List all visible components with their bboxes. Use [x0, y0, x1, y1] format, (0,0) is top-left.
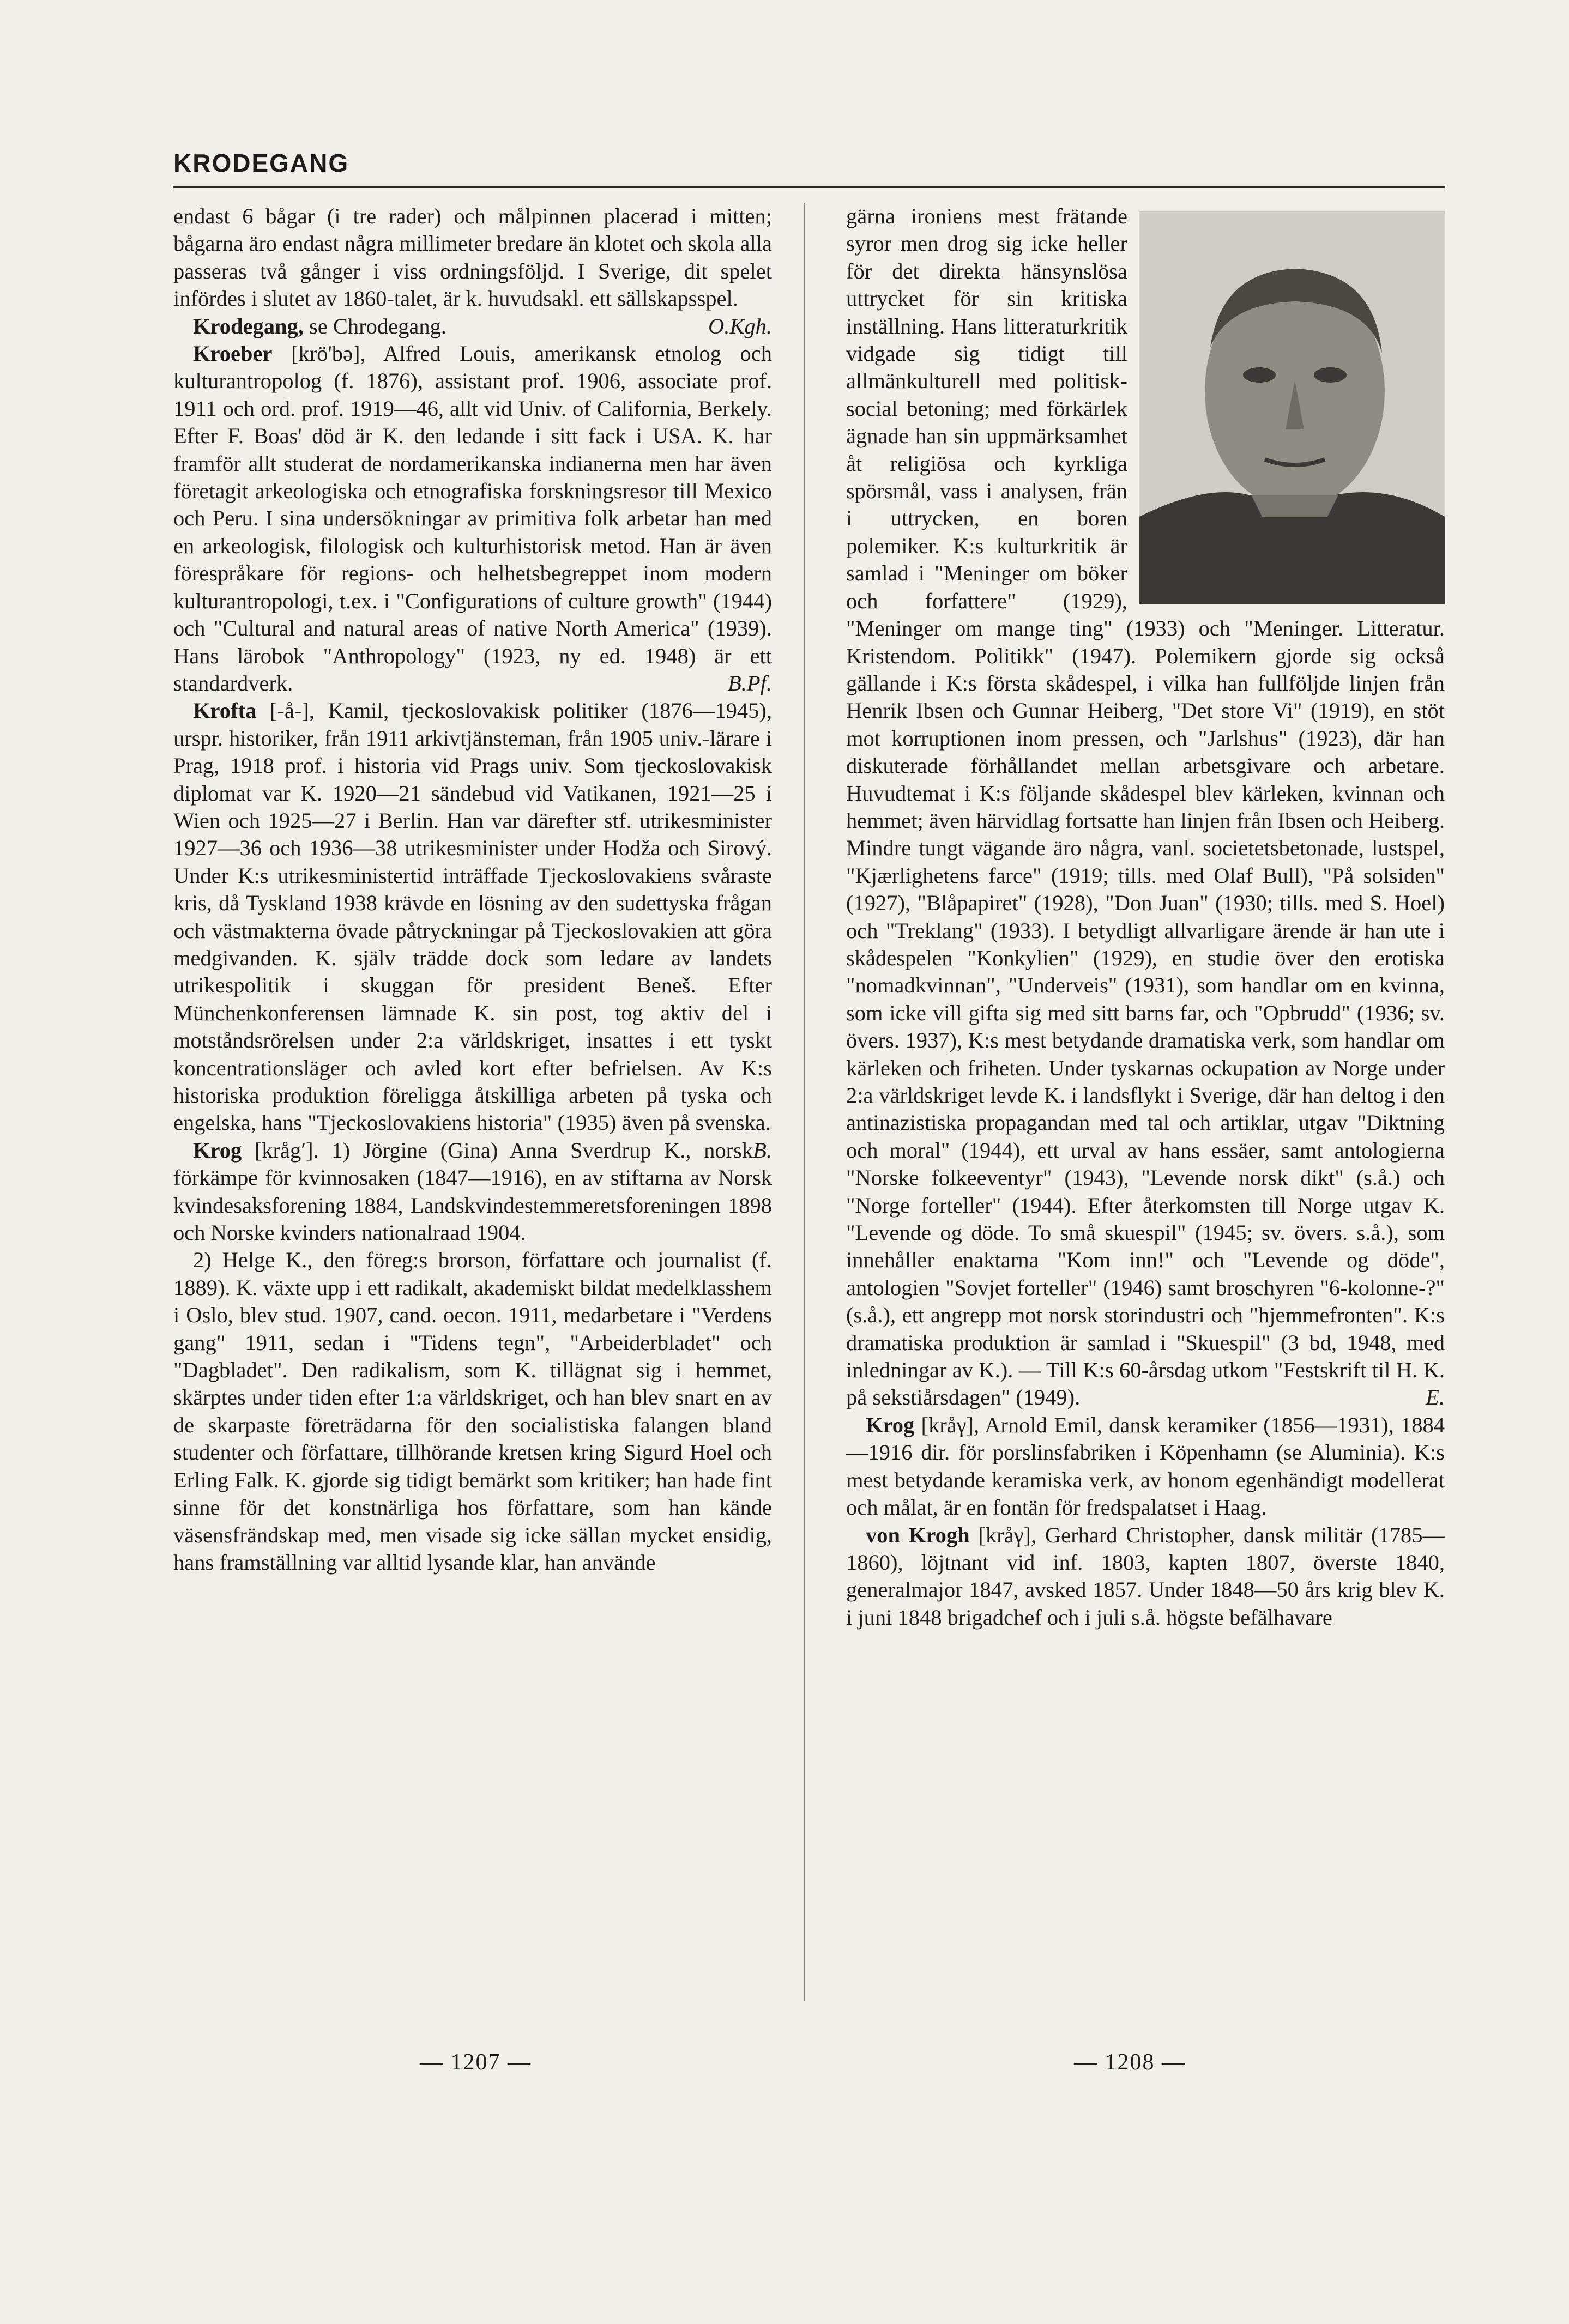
entry-headword: Krog	[866, 1412, 915, 1437]
entry-headword: Kroeber	[193, 341, 273, 366]
column-divider	[804, 203, 805, 2001]
portrait-photo	[1139, 211, 1445, 604]
entry-headword: von Krogh	[866, 1522, 970, 1547]
entry-text: endast 6 bågar (i tre rader) och målpinnen placerad i mitten; bågarna äro endast några millimeter bredare än klotet och skola alla passeras två gånger i viss ordningsföljd. I Sverige, dit spelet infördes i slutet av 1860-talet, är k. huvudsakl. ett sällskapsspel.	[173, 204, 772, 311]
entry-text: [kråγ], Gerhard Christopher, dansk militär (1785—1860), löjtnant vid inf. 1803, kapten 1807, överste 1840, generalmajor 1847, avsked 1857. Under 1848—50 års krig blev K. i juni 1848 brigadchef och i juli s.å. högste befälhavare	[846, 1522, 1445, 1630]
author-signature: B.	[753, 1137, 772, 1163]
running-head: KRODEGANG	[173, 149, 349, 177]
entry-krog-helge	[173, 1246, 772, 1576]
entry-text: gärna ironiens mest frätande syror men drog sig icke heller för det direkta hänsynslösa uttrycket för sin kritiska inställning. Hans litteraturkritik vidgade sig tidigt till allmänkulturell med politisk-social betoning; med förkärlek ägnade han sin uppmärksamhet åt religiösa och kyrkliga spörsmål, vass i analysen, frän i uttrycken, en boren polemiker. K:s kulturkritik är samlad i "Meninger om böker och forfattere" (1929), "Meninger om mange ting" (1933) och "Meninger. Litteratur. Kristendom. Politikk" (1947). Polemikern gjorde sig också gällande i K:s första skådespel, i vilka han fullföljde linjen från Henrik Ibsen och Gunnar Heiberg, "Det store Vi" (1919), en stöt mot korruptionen inom pressen, och "Jarlshus" (1923), där han diskuterade förhållandet mellan arbetsgivare och arbetare. Huvudtemat i K:s följande skådespel blev kärleken, kvinnan och hemmet; även härvidlag fortsatte han linjen från Ibsen och Heiberg. Mindre tungt vägande äro några, vanl. societetsbetonade, lustspel, "Kjærlighetens farce" (1919; tills. med Olaf Bull), "På solsiden" (1927), "Blåpapiret" (1928), "Don Juan" (1930; tills. med S. Hoel) och "Treklang" (1933). I betydligt allvarligare ärende är han ute i skådespelen "Konkylien" (1929), en studie över den erotiska "nomadkvinnan", "Underveis" (1931), som handlar om en kvinna, som icke vill gifta sig med sitt barns far, och "Opbrudd" (1936; sv. övers. 1937), K:s mest betydande dramatiska verk, som handlar om kärleken och friheten. Under tyskarnas ockupation av Norge under 2:a världskriget levde K. i landsflykt i Sverige, där han deltog i den antinazistiska propagandan med tal och artiklar, utgav "Diktning och moral" (1944), ett urval av hans essäer, samt antologierna "Norske folkeeventyr" (1943), "Levende norsk dikt" (s.å.) och "Norge forteller" (1944). Efter återkomsten till Norge utgav K. "Levende og döde. To små skuespil" (1945; sv. övers. s.å.), som innehåller enaktarna "Kom inn!" och "Levende og döde", antologien "Sovjet forteller" (1946) samt broschyren "6-kolonne-?" (s.å.), ett angrepp mot norsk storindustri och "hjemmefronten". K:s dramatiska produktion är samlad i "Skuespil" (3 bd, 1948, med inledningar av K.). — Till K:s 60-årsdag utkom "Festskrift til H. K. på sekstiårsdagen" (1949).	[846, 204, 1445, 1410]
entry-headword: Krog	[193, 1137, 242, 1163]
entry-kroeber	[173, 340, 772, 697]
header-rule	[173, 186, 1445, 188]
right-column	[846, 203, 1445, 2012]
portrait-image	[1139, 211, 1445, 604]
author-signature: O.Kgh.	[708, 313, 772, 338]
entry-text: [krö'bə], Alfred Louis, amerikansk etnolog och kulturantropolog (f. 1876), assistant prof. 1906, associate prof. 1911 och ord. prof. 1919—46, allt vid Univ. of California, Berkely. Efter F. Boas' död är K. den ledande i sitt fack i USA. K. har framför allt studerat de nordamerikanska indianerna men har även företagit arkeologiska och etnografiska forskningsresor till Mexico och Peru. I sina undersökningar av primitiva folk arbetar han med en arkeologisk, filologisk och kulturhistorisk metod. Han är även förespråkare för regions- och helhetsbegreppet inom modern kulturantropologi, t.ex. i "Configurations of culture growth" (1944) och "Cultural and natural areas of native North America" (1939). Hans lärobok "Anthropology" (1923, ny ed. 1948) är ett standardverk.	[173, 341, 772, 695]
page-number-right: — 1208 —	[1074, 2050, 1186, 2075]
entry-von-krogh	[846, 1522, 1445, 1632]
entry-text: 2) Helge K., den föreg:s brorson, författare och journalist (f. 1889). K. växte upp i ett radikalt, akademiskt bildat medelklasshem i Oslo, blev stud. 1907, cand. oecon. 1911, medarbetare i "Verdens gang" 1911, sedan i "Tidens tegn", "Arbeiderbladet" och "Dagbladet". Den radikalism, som K. tillägnat sig i hemmet, skärptes under tiden efter 1:a världskriget, och han blev snart en av de skarpaste företrädarna för den socialistiska falangen bland studenter och författare, tillhörande kretsen kring Sigurd Hoel och Erling Falk. K. gjorde sig tidigt bemärkt som kritiker; han hade fint sinne för det konstnärliga hos författare, som han kände väsensfrändskap med, men visade sig icke sällan mycket ensidig, hans framställning var alltid lysande klar, han använde	[173, 1248, 772, 1575]
entry-krog-gina	[173, 1137, 772, 1247]
entry-krog-arnold	[846, 1412, 1445, 1522]
entry-headword: Krofta	[193, 698, 257, 723]
entry-headword: Krodegang,	[193, 313, 304, 338]
entry-text: se Chrodegang.	[303, 313, 446, 338]
author-signature: E.	[1426, 1385, 1445, 1410]
entry-text: [kråγ], Arnold Emil, dansk keramiker (1856—1931), 1884—1916 dir. för porslinsfabriken i Köpenhamn (se Aluminia). K:s mest betydande keramiska verk, av honom egenhändigt modellerat och målat, är en fontän för fredspalatset i Haag.	[846, 1412, 1445, 1520]
page-number-left: — 1207 —	[420, 2050, 532, 2075]
author-signature: B.Pf.	[728, 670, 772, 695]
entry-krodegang	[173, 313, 772, 340]
entry-text: [-å-], Kamil, tjeckoslovakisk politiker (1876—1945), urspr. historiker, från 1911 arkivtjänsteman, från 1905 univ.-lärare i Prag, 1918 prof. i historia vid Prags univ. Som tjeckoslovakisk diplomat var K. 1920—21 sändebud vid Vatikanen, 1921—25 i Wien och 1925—27 i Berlin. Han var därefter stf. utrikesminister 1927—36 och 1936—38 utrikesminister under Hodža och Sirový. Under K:s utrikesministertid inträffade Tjeckoslovakiens svåraste kris, då Tyskland 1938 krävde en lösning av den sudettyska frågan och västmakterna övade påtryckningar på Tjeckoslovakien att göra medgivanden. K. själv trädde dock som ledare av landets utrikespolitik i skuggan för president Beneš. Efter Münchenkonferensen lämnade K. sin post, tog aktiv del i motståndsrörelsen under 2:a världskriget, insattes i ett tyskt koncentrationsläger och avled kort efter befrielsen. Av K:s historiska produktion föreligga åtskilliga arbeten på tyska och engelska, hans "Tjeckoslovakiens historia" (1935) även på svenska.	[173, 698, 772, 1135]
left-column	[173, 203, 772, 2012]
entry-text: [krågʹ]. 1) Jörgine (Gina) Anna Sverdrup K., norsk förkämpe för kvinnosaken (1847—1916), en av stiftarna av Norsk kvindesaksforening 1884, Landskvindestemmeretsforeningen 1898 och Norske kvinders nationalraad 1904.	[173, 1137, 772, 1245]
